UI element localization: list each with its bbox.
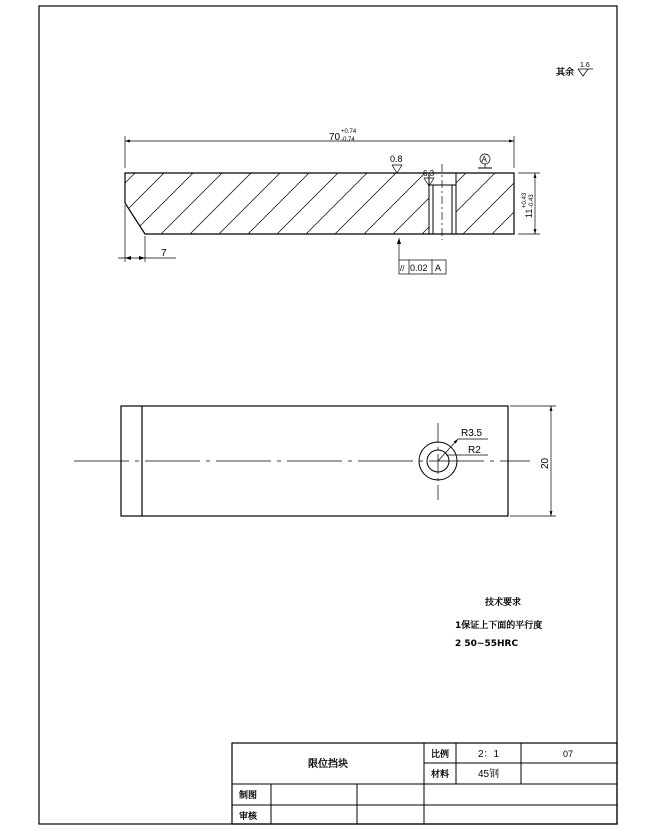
width-dim-value: 20 xyxy=(540,457,551,469)
hatch-line xyxy=(463,173,524,234)
drawing-frame xyxy=(39,6,617,824)
chamfer-dim-value: 7 xyxy=(161,248,167,259)
roughness-top-value: 0.8 xyxy=(390,154,403,164)
hatch-line xyxy=(451,173,512,234)
hatch-line xyxy=(335,173,396,234)
hatch-line xyxy=(248,173,309,234)
surface-finish-other-value: 1.6 xyxy=(580,62,590,69)
inner-radius-label: R2 xyxy=(468,445,481,456)
hatch-line xyxy=(45,173,106,234)
top-view xyxy=(74,406,556,516)
datum-symbol xyxy=(478,154,492,168)
hatch-line xyxy=(393,173,454,234)
drawn-by-label: 制图 xyxy=(239,791,258,801)
scale-value: 2：1 xyxy=(478,749,500,760)
hatch-line xyxy=(277,173,338,234)
scale-label: 比例 xyxy=(431,750,450,760)
tolerance-datum: A xyxy=(435,263,442,273)
hatch-line xyxy=(190,173,251,234)
height-dim-upper: +0.43 xyxy=(522,192,528,208)
front-view-hatch xyxy=(45,173,541,234)
height-dim-nominal: 11 xyxy=(524,208,534,218)
datum-symbol-letter: A xyxy=(481,155,487,164)
material-label: 材料 xyxy=(431,770,450,780)
tech-req-title: 技术要求 xyxy=(485,598,522,608)
roughness-top xyxy=(390,154,403,173)
material-value: 45钢 xyxy=(478,769,500,780)
roughness-hole-value: 6.3 xyxy=(423,169,435,178)
hatch-line xyxy=(376,173,437,234)
tech-req-item-1: 1保证上下面的平行度 xyxy=(455,621,543,631)
hatch-line xyxy=(161,173,222,234)
height-dim-lower: -0.43 xyxy=(529,194,535,208)
hatch-line xyxy=(219,173,280,234)
tech-req-item-2: 2 50~55HRC xyxy=(455,639,519,649)
surface-finish-other-note xyxy=(556,62,593,78)
hatch-line xyxy=(579,173,640,234)
tolerance-symbol: // xyxy=(400,264,405,273)
tolerance-value: 0.02 xyxy=(410,263,428,273)
surface-finish-other-label: 其余 xyxy=(556,68,575,78)
part-name: 限位挡块 xyxy=(308,759,348,770)
checked-by-label: 审核 xyxy=(239,812,258,822)
hatch-line xyxy=(405,173,466,234)
length-dim-nominal: 70 xyxy=(329,132,341,143)
hatch-line xyxy=(550,173,611,234)
outer-radius-label: R3.5 xyxy=(461,428,483,439)
length-dimension xyxy=(125,129,514,168)
front-view xyxy=(45,129,640,274)
height-dimension xyxy=(518,173,540,234)
length-dim-lower: -0.74 xyxy=(341,137,355,143)
title-block xyxy=(232,743,617,824)
hatch-line xyxy=(364,173,425,234)
hatch-line xyxy=(103,173,164,234)
drawing-number: 07 xyxy=(563,749,574,759)
hatch-line xyxy=(132,173,193,234)
tech-requirements xyxy=(455,596,542,649)
length-dim-upper: +0.74 xyxy=(341,129,357,135)
tolerance-frame xyxy=(397,238,446,274)
hatch-line xyxy=(434,173,495,234)
hatch-line xyxy=(306,173,367,234)
